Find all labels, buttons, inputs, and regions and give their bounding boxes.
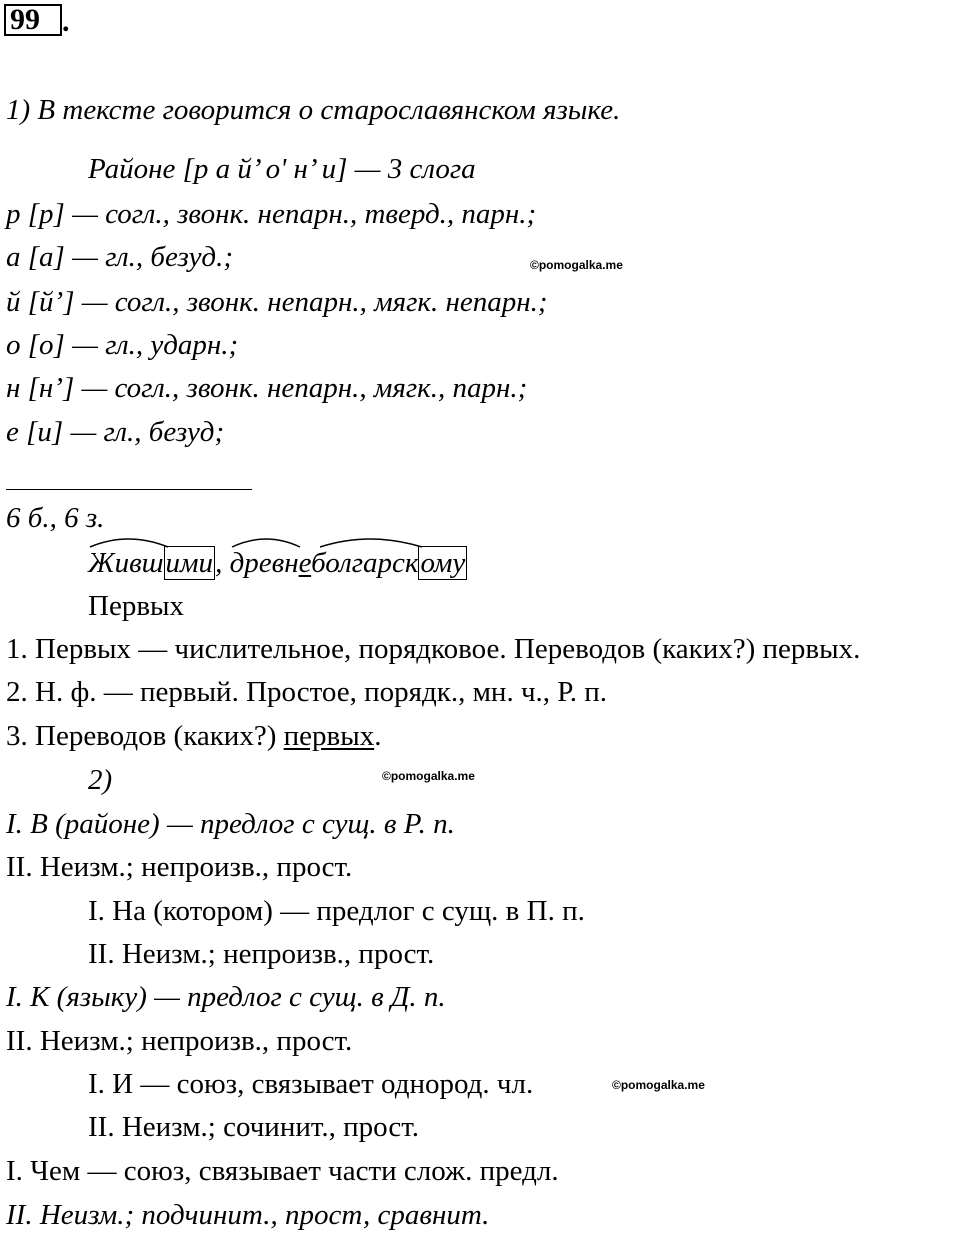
line-analysis-2: 2. Н. ф. — первый. Простое, порядк., мн. ч., Р. п. — [6, 676, 608, 708]
line-analysis-1: 1. Первых — числительное, порядковое. Переводов (каких?) первых. — [6, 633, 861, 665]
line-sound-e: е [и] — гл., безуд; — [6, 416, 225, 448]
line-sound-n: н [н’] — согл., звонк. непарн., мягк., парн.; — [6, 372, 528, 404]
line-morphemic-analysis — [88, 545, 467, 581]
watermark: ©pomogalka.me — [530, 258, 623, 272]
line-section-2: 2) — [88, 764, 113, 796]
line-word-pervykh: Первых — [88, 590, 184, 622]
line-sound-o: о [о] — гл., ударн.; — [6, 329, 239, 361]
ending-omu: ому — [420, 547, 466, 579]
comma: , — [215, 547, 223, 579]
root-drevn: древн — [229, 547, 299, 579]
line-sound-a: а [а] — гл., безуд.; — [6, 241, 233, 273]
root-arcs — [230, 531, 510, 551]
line-prep-v-2: II. Неизм.; непроизв., прост. — [6, 851, 353, 883]
word-zhivshimi — [88, 545, 215, 581]
divider — [6, 489, 252, 490]
root-arc — [88, 531, 228, 551]
exercise-number: 99 — [4, 4, 62, 36]
line-conj-i-2: II. Неизм.; сочинит., прост. — [88, 1111, 419, 1143]
analysis-3-text: 3. Переводов (каких?) — [6, 720, 284, 752]
line-sound-r: р [р] — согл., звонк. непарн., тверд., парн.; — [6, 198, 537, 230]
analysis-3-end: . — [374, 720, 382, 752]
line-prep-na-2: II. Неизм.; непроизв., прост. — [88, 938, 435, 970]
line-prep-na-1: I. На (котором) — предлог с сущ. в П. п. — [88, 895, 585, 927]
line-prep-k-1: I. К (языку) — предлог с сущ. в Д. п. — [6, 981, 446, 1013]
line-word-rayone: Районе [р а й’ о' н’ и] — 3 слога — [88, 153, 476, 185]
exercise-number-dot: . — [62, 5, 70, 38]
line-conj-i-1: I. И — союз, связывает однород. чл. — [88, 1068, 534, 1100]
line-prep-k-2: II. Неизм.; непроизв., прост. — [6, 1025, 353, 1057]
analysis-3-underlined: первых — [283, 720, 375, 752]
root-zhivsh: Живш — [88, 547, 164, 579]
line-intro: 1) В тексте говорится о старославянском языке. — [6, 94, 621, 126]
line-sound-y: й [й’] — согл., звонк. непарн., мягк. непарн.; — [6, 286, 548, 318]
line-conj-chem-1: I. Чем — союз, связывает части слож. предл. — [6, 1155, 559, 1187]
word-drevnebolgarskomu — [230, 545, 468, 581]
ending-imi: ими — [165, 547, 214, 579]
watermark: ©pomogalka.me — [612, 1078, 705, 1092]
line-prep-v-1: I. В (районе) — предлог с сущ. в Р. п. — [6, 808, 455, 840]
line-letters-sounds-count: 6 б., 6 з. — [6, 502, 105, 534]
watermark: ©pomogalka.me — [382, 769, 475, 783]
root-bolgarsk: болгарск — [311, 547, 419, 579]
line-conj-chem-2: II. Неизм.; подчинит., прост, сравнит. — [6, 1199, 490, 1231]
connecting-vowel-e: е — [298, 547, 312, 579]
line-analysis-3 — [6, 718, 381, 754]
